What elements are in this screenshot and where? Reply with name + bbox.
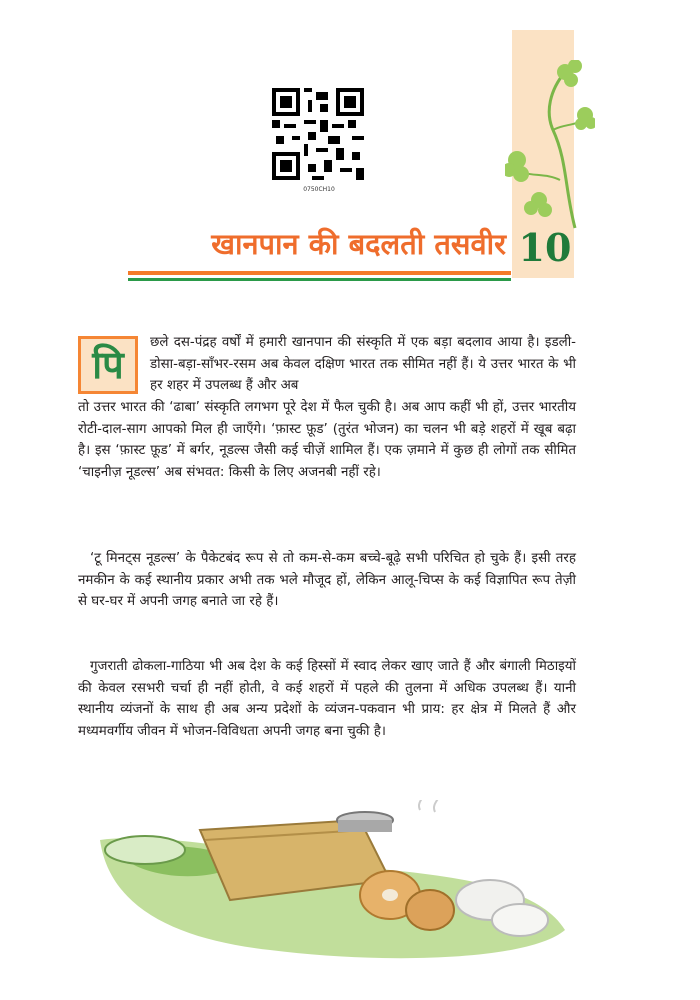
title-rule-orange <box>128 271 511 275</box>
chapter-number: 10 <box>518 225 572 270</box>
paragraph-2: ‘टू मिनट्स नूडल्स’ के पैकेटबंद रूप से तो कम-से-कम बच्चे-बूढ़े सभी परिचित हो चुके हैं। इसी तरह नमकीन के कई स्थानीय प्रकार अभी तक भले मौजूद हों, लेकिन आलू-चिप्स के कई विज्ञापित रूप तेज़ी से घर-घर में अपनी जगह बनाते जा रहे हैं। <box>78 551 576 610</box>
title-rule-green <box>128 278 511 281</box>
drop-cap: पि <box>78 336 138 394</box>
chapter-title: खानपान की बदलती तसवीर <box>211 227 506 261</box>
qr-code-label: 0750CH10 <box>303 186 335 193</box>
qr-code-icon[interactable] <box>272 88 364 180</box>
paragraph-3: गुजराती ढोकला-गाठिया भी अब देश के कई हिस्सों में स्वाद लेकर खाए जाते हैं और बंगाली मिठाइयों की केवल रसभरी चर्चा ही नहीं होती, वे कई शहरों में पहले की तुलना में अधिक उपलब्ध हैं। यानी स्थानीय व्यंजनों के साथ ही अब अन्य प्रदेशों के व्यंजन-पकवान भी प्राय: हर क्षेत्र में मिलते हैं और मध्यमवर्गीय जीवन में भोजन-विविधता अपनी जगह बना चुकी है। <box>78 659 576 739</box>
paragraph-1-rest: तो उत्तर भारत की ‘ढाबा’ संस्कृति लगभग पूरे देश में फैल चुकी है। अब आप कहीं भी हों, उत्तर भारतीय रोटी-दाल-साग आपको मिल ही जाएँगे। ‘फ़ास्ट फ़ूड’ (तुरंत भोजन) का चलन भी बड़े शहरों में खूब बढ़ा है। इस ‘फ़ास्ट फ़ूड’ में बर्गर, नूडल्स जैसी कई चीज़ें शामिल हैं। एक ज़माने में कुछ ही लोगों तक सीमित ‘चाइनीज़ नूडल्स’ अब संभवत: किसी के लिए अजनबी नहीं रहे। <box>78 400 576 480</box>
clover-decoration-icon <box>505 60 595 230</box>
food-illustration-icon <box>90 800 570 970</box>
paragraph-1-intro: छले दस-पंद्रह वर्षों में हमारी खानपान की संस्कृति में एक बड़ा बदलाव आया है। इडली-डोसा-बड़ा-साँभर-रसम अब केवल दक्षिण भारत तक सीमित नहीं हैं। ये उत्तर भारत के भी हर शहर में उपलब्ध हैं और अब <box>150 335 576 394</box>
